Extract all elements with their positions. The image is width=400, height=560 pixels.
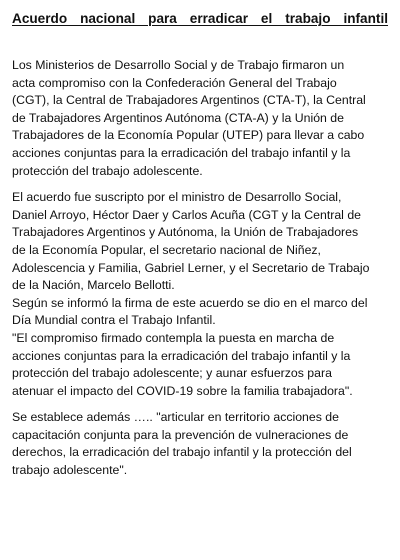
text-line: Trabajadores de la Economía Popular (UTEP) para llevar a cabo bbox=[12, 128, 365, 143]
text-line: protección del trabajo adolescente; y aunar esfuerzos para bbox=[12, 366, 332, 381]
paragraph-1 bbox=[12, 57, 388, 180]
text-line: de la Economía Popular, el secretario nacional de Niñez, bbox=[12, 242, 321, 257]
paragraph-spacer bbox=[12, 180, 388, 189]
text-line: acciones conjuntas para la erradicación del trabajo infantil y la bbox=[12, 145, 351, 160]
text-line: acciones conjuntas para la erradicación del trabajo infantil y la bbox=[12, 348, 351, 363]
text-line: derechos, la erradicación del trabajo infantil y la protección del bbox=[12, 445, 352, 460]
text-line: Adolescencia y Familia, Gabriel Lerner, y el Secretario de Trabajo bbox=[12, 260, 370, 275]
text-line: de Trabajadores Argentinos Autónoma (CTA-A) y la Unión de bbox=[12, 110, 344, 125]
text-line: protección del trabajo adolescente. bbox=[12, 163, 203, 178]
paragraph-2 bbox=[12, 189, 388, 400]
text-line: El acuerdo fue suscripto por el ministro de Desarrollo Social, bbox=[12, 190, 342, 205]
text-line: atenuar el impacto del COVID-19 sobre la familia trabajadora". bbox=[12, 383, 353, 398]
text-line: acta compromiso con la Confederación General del Trabajo bbox=[12, 75, 337, 90]
text-line: capacitación conjunta para la prevención de vulneraciones de bbox=[12, 427, 349, 442]
text-line: "El compromiso firmado contempla la puesta en marcha de bbox=[12, 330, 335, 345]
document-title: Acuerdo nacional para erradicar el trabajo infantil bbox=[12, 11, 388, 26]
paragraph-spacer bbox=[12, 400, 388, 409]
text-line: Se establece además ….. "articular en territorio acciones de bbox=[12, 410, 339, 425]
text-line: Según se informó la firma de este acuerdo se dio en el marco del bbox=[12, 295, 368, 310]
text-line: trabajo adolescente". bbox=[12, 463, 128, 478]
paragraph-3 bbox=[12, 409, 388, 479]
text-line: Trabajadores Argentinos y Autónoma, la Unión de Trabajadores bbox=[12, 225, 359, 240]
text-line: Daniel Arroyo, Héctor Daer y Carlos Acuña (CGT y la Central de bbox=[12, 207, 362, 222]
text-line: (CGT), la Central de Trabajadores Argentinos (CTA-T), la Central bbox=[12, 93, 366, 108]
text-line: Día Mundial contra el Trabajo Infantil. bbox=[12, 313, 216, 328]
text-line: de la Nación, Marcelo Bellotti. bbox=[12, 278, 175, 293]
text-line: Los Ministerios de Desarrollo Social y de Trabajo firmaron un bbox=[12, 58, 345, 72]
